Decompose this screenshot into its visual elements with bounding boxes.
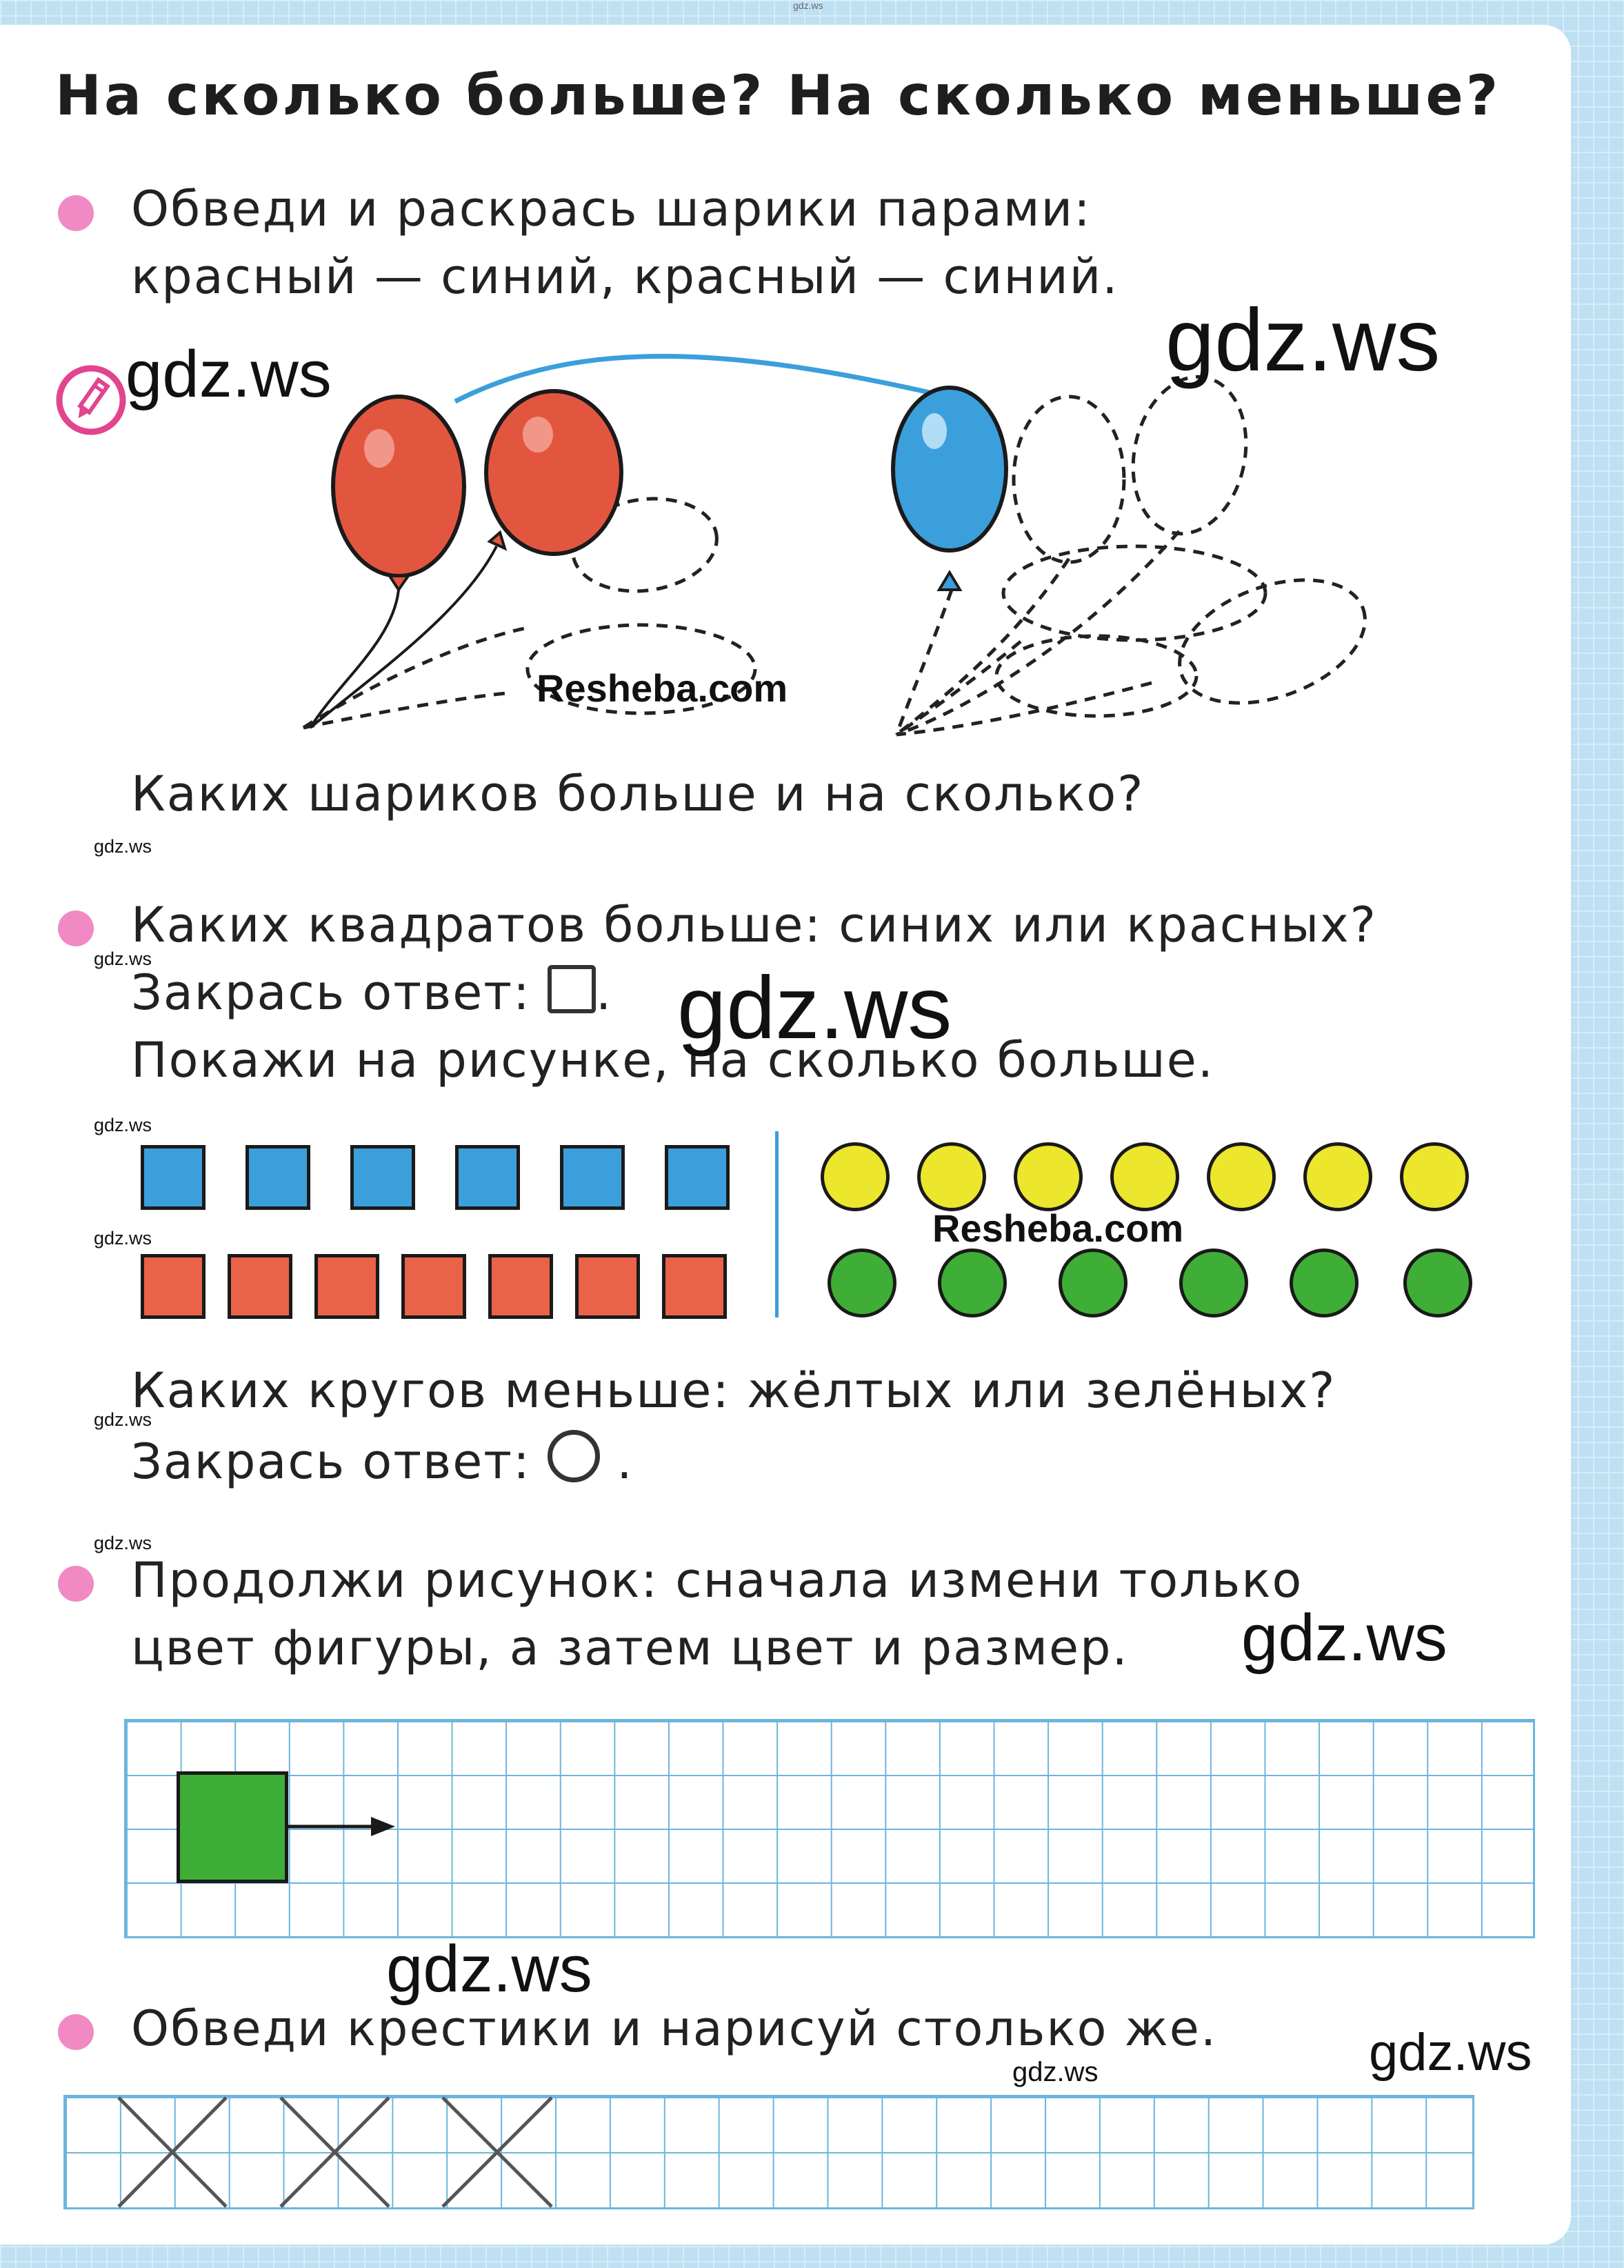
task2-line1: Каких квадратов больше: синих или красных? [131,897,1377,953]
task2-circle-question: Каких кругов меньше: жёлтых или зелёных? [131,1362,1336,1419]
task2-bullet [58,911,94,946]
pencil-icon [55,364,127,436]
watermark-gdz: gdz.ws [677,959,952,1057]
watermark-gdz: gdz.ws [1241,1601,1447,1675]
watermark-gdz: gdz.ws [386,1932,592,2006]
header-watermark: gdz.ws [793,0,823,11]
blue-square [141,1145,205,1210]
yellow-circle [1400,1142,1469,1211]
task2-line2-suffix: . [595,964,613,1021]
dashed-balloon-right-2 [1119,366,1260,544]
red-square [314,1254,379,1319]
watermark-gdz: gdz.ws [1369,2023,1532,2082]
watermark-gdz-small: gdz.ws [94,1533,152,1553]
task1-line2: красный — синий, красный — синий. [131,248,1119,305]
task1-line1: Обведи и раскрась шарики парами: [131,181,1092,237]
green-circle [1059,1249,1127,1317]
task2-circle-answer-suffix: . [616,1433,634,1490]
red-square [575,1254,640,1319]
task2-line2 [131,964,612,1021]
task4-line1: Обведи крестики и нарисуй столько же. [131,2000,1218,2057]
yellow-circle [1303,1142,1372,1211]
watermark-gdz-small: gdz.ws [94,1409,152,1430]
watermark-gdz: gdz.ws [1165,291,1441,390]
task2-circle-answer-prefix: Закрась ответ: [131,1433,531,1490]
blue-square [350,1145,415,1210]
task2-line2-prefix: Закрась ответ: [131,964,531,1021]
watermark-gdz-small: gdz.ws [94,1115,152,1135]
green-circle [938,1249,1007,1317]
task1-bullet [58,195,94,231]
green-circle [828,1249,896,1317]
blue-balloon [893,388,1006,590]
yellow-circle [1014,1142,1083,1211]
green-square [177,1771,288,1883]
green-circle [1403,1249,1472,1317]
blue-square [560,1145,625,1210]
watermark-gdz-small: gdz.ws [94,836,152,857]
task3-bullet [58,1566,94,1602]
dashed-balloon-right-4 [1163,557,1382,726]
yellow-circle [1110,1142,1179,1211]
answer-circle[interactable] [548,1430,600,1482]
page-title: На сколько больше? На сколько меньше? [55,63,1501,128]
dashed-balloon-right-1 [1014,397,1124,562]
red-square [401,1254,466,1319]
red-square [141,1254,205,1319]
answer-square-box[interactable] [548,965,596,1013]
green-circle [1179,1249,1248,1317]
blue-square [455,1145,520,1210]
watermark-gdz-small: gdz.ws [94,1228,152,1249]
blue-square [245,1145,310,1210]
task3-line1: Продолжи рисунок: сначала измени только [131,1552,1303,1609]
divider-line [775,1131,779,1317]
watermark-gdz: gdz.ws [126,337,332,411]
balloons-illustration [290,352,1407,759]
right-arrow-icon [285,1813,395,1840]
watermark-gdz-small: gdz.ws [94,948,152,969]
red-balloon-2 [486,391,621,554]
red-square [662,1254,727,1319]
yellow-circle [917,1142,986,1211]
task4-bullet [58,2014,94,2050]
watermark-resheba: Resheba.com [537,666,788,710]
red-balloon-1 [333,397,464,590]
red-square [228,1254,292,1319]
crosses-row [63,2095,629,2209]
red-square [488,1254,553,1319]
watermark-gdz-small: gdz.ws [1012,2057,1099,2087]
task1-question: Каких шариков больше и на сколько? [131,766,1145,822]
task2-circle-answer [131,1430,633,1490]
yellow-circle [1207,1142,1276,1211]
dashed-strings-right [896,531,1179,735]
task3-line2: цвет фигуры, а затем цвет и размер. [131,1620,1129,1676]
green-circle [1290,1249,1359,1317]
task2-line3: Покажи на рисунке, на сколько больше. [131,1032,1215,1088]
blue-square [665,1145,730,1210]
dashed-balloon-right-5 [996,636,1196,716]
yellow-circle [821,1142,890,1211]
watermark-resheba: Resheba.com [932,1206,1184,1250]
